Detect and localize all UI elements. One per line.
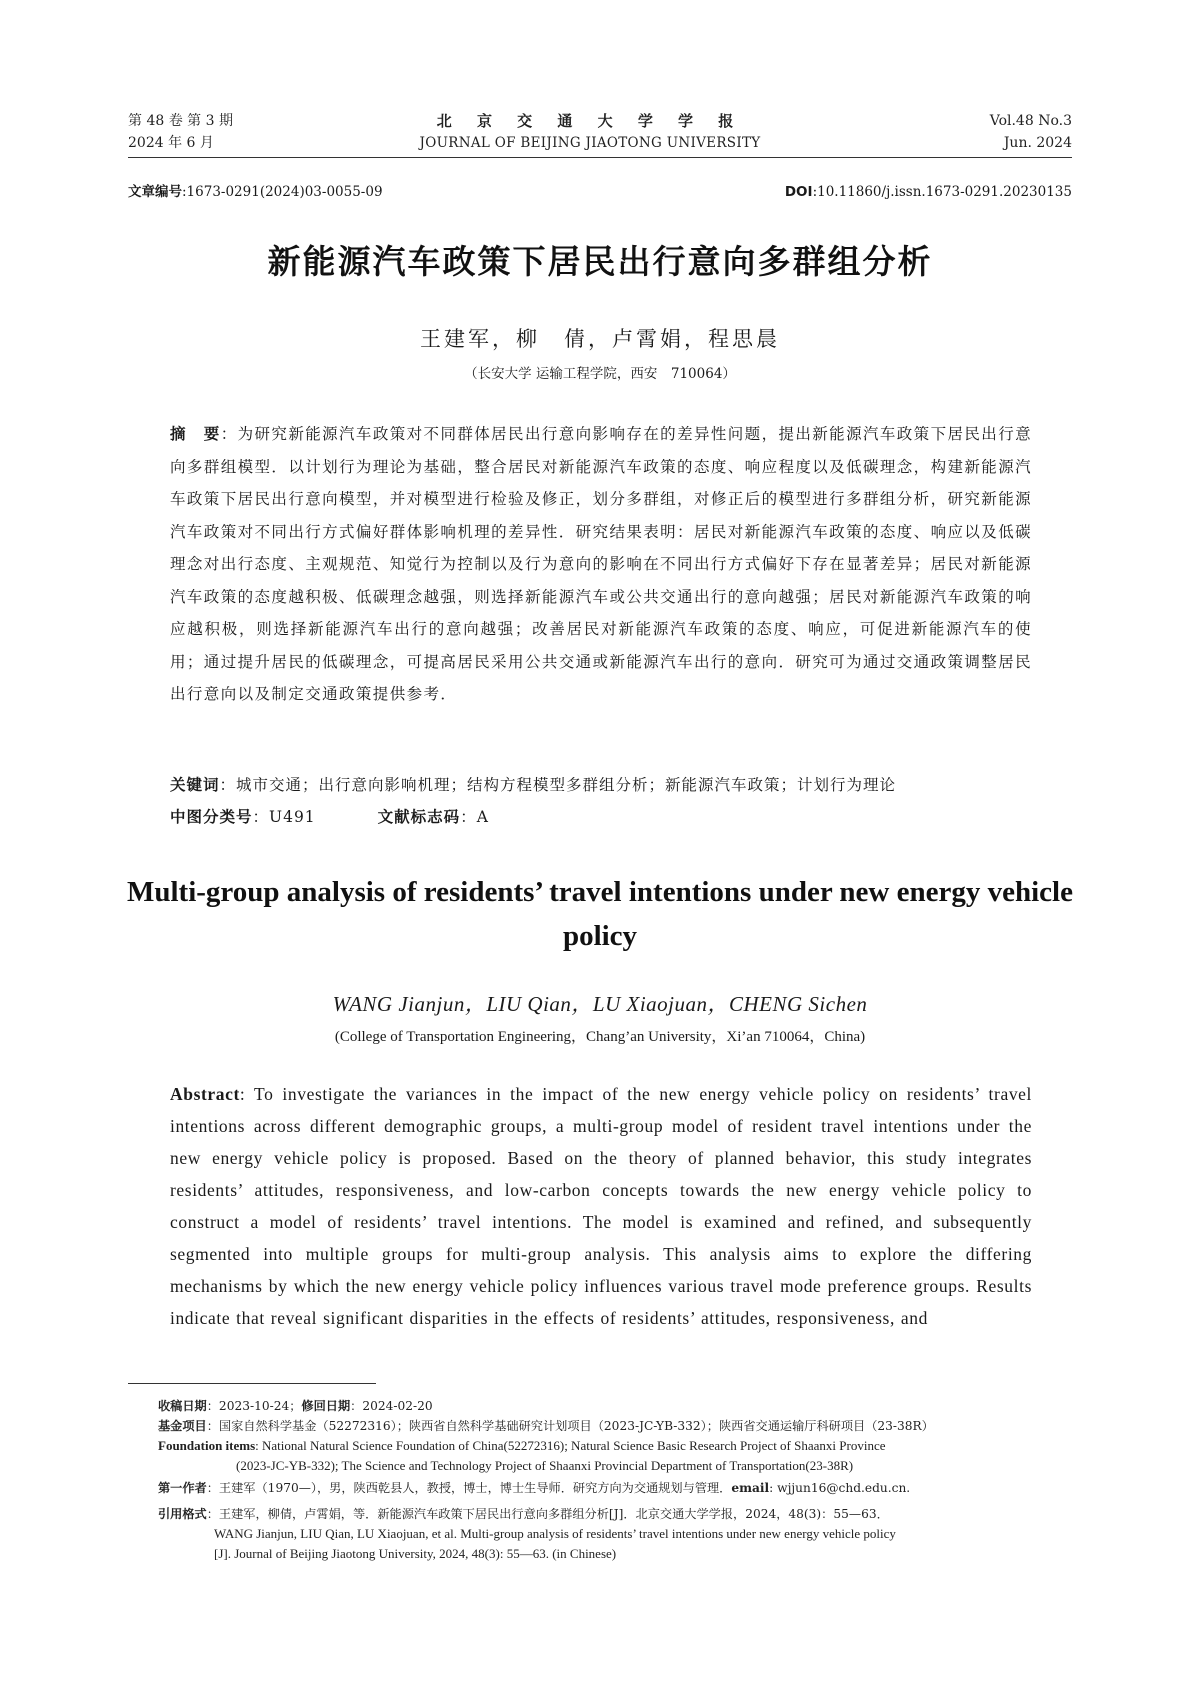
abstract-en [170,1078,1032,1334]
keywords-cn-text: ：城市交通；出行意向影响机理；结构方程模型多群组分析；新能源汽车政策；计划行为理论 [219,776,897,794]
received-date: ：2023-10-24； [206,1399,302,1413]
header-journal [360,110,820,154]
citation-label: 引用格式 [158,1507,207,1521]
affiliation-cn: （长安大学 运输工程学院，西安 710064） [464,366,736,382]
keywords-cn [170,772,1032,798]
footnote-fund-cn [158,1416,1072,1436]
clc-value: ：U491 [252,808,316,826]
keywords-cn-label: 关键词 [170,776,220,794]
abstract-en-text: : To investigate the variances in the impact of the new energy vehicle policy on residents’ travel intentions across different demographic groups, a multi-group model of resident travel intentions under the new energy vehicle policy is proposed. Based on the theory of planned behavior, this study integrates residents’ attitudes, responsiveness, and low-carbon concepts towards the new energy vehicle policy to construct a model of residents’ travel intentions. The model is examined and refined, and subsequently segmented into multiple groups for multi-group analysis. This analysis aims to explore the differing mechanisms by which the new energy vehicle policy influences various travel mode preference groups. Results indicate that reveal significant disparities in the effects of residents’ attitudes, responsiveness, and [170,1084,1032,1328]
doc-code-value: ：A [460,808,489,826]
fund-text: ：国家自然科学基金（52272316）；陕西省自然科学基础研究计划项目（2023-JC-YB-332）；陕西省交通运输厅科研项目（23-38R） [206,1419,934,1433]
email-value: : wjjun16@chd.edu.cn. [769,1481,911,1495]
date-cn: 2024 年 6 月 [128,135,214,151]
article-number-label: 文章编号 [128,184,182,200]
fund-label: 基金项目 [158,1419,207,1433]
doi [785,183,1072,201]
header-volume-cn [128,110,233,154]
email-label: email [731,1481,770,1495]
article-number-value: :1673-0291(2024)03-0055-09 [182,184,383,200]
footnote-dates [158,1396,1072,1416]
journal-name-cn: 北 京 交 通 大 学 学 报 [436,112,744,130]
fund-en-label: Foundation items [158,1438,256,1453]
citation-en-line-2: [J]. Journal of Beijing Jiaotong University, 2024, 48(3): 55—63. (in Chinese) [214,1546,617,1561]
footnote-rule [128,1383,376,1384]
volume-issue-en: Vol.48 No.3 [989,113,1072,129]
classification [170,804,1032,830]
received-label: 收稿日期 [158,1399,207,1413]
abstract-cn [170,418,1032,711]
authors-en: WANG Jianjun，LIU Qian，LU Xiaojuan，CHENG Sichen [332,992,868,1016]
clc-label: 中图分类号 [170,808,253,826]
doi-value: :10.11860/j.issn.1673-0291.20230135 [812,184,1072,200]
abstract-cn-label: 摘 要 [170,425,221,443]
header-rule [128,157,1072,158]
authors-cn: 王建军，柳 倩，卢霄娟，程思晨 [420,327,780,351]
abstract-cn-text: ：为研究新能源汽车政策对不同群体居民出行意向影响存在的差异性问题，提出新能源汽车政策下居民出行意向多群组模型．以计划行为理论为基础，整合居民对新能源汽车政策的态度、响应程度以及低碳理念，构建新能源汽车政策下居民出行意向模型，并对模型进行检验及修正，划分多群组，对修正后的模型进行多群组分析，研究新能源汽车政策对不同出行方式偏好群体影响机理的差异性．研究结果表明：居民对新能源汽车政策的态度、响应以及低碳理念对出行态度、主观规范、知觉行为控制以及行为意向的影响在不同出行方式偏好下存在显著差异；居民对新能源汽车政策的态度越积极、低碳理念越强，则选择新能源汽车或公共交通出行的意向越强；居民对新能源汽车政策的响应越积极，则选择新能源汽车出行的意向越强；改善居民对新能源汽车政策的态度、响应，可促进新能源汽车的使用；通过提升居民的低碳理念，可提高居民采用公共交通或新能源汽车出行的意向．研究可为通过交通政策调整居民出行意向以及制定交通政策提供参考． [170,425,1032,703]
title-cn: 新能源汽车政策下居民出行意向多群组分析 [267,242,933,281]
revised-date: ：2024-02-20 [350,1399,433,1413]
fund-en-line-2: (2023-JC-YB-332); The Science and Technology Project of Shaanxi Provincial Department of Transportation(23-38R) [236,1458,854,1473]
first-author-label: 第一作者 [158,1481,207,1495]
footnote-first-author [158,1478,1072,1498]
volume-issue-cn: 第 48 卷 第 3 期 [128,113,233,129]
revised-label: 修回日期 [301,1399,351,1413]
citation-cn: ：王建军，柳倩，卢霄娟，等．新能源汽车政策下居民出行意向多群组分析[J]．北京交通大学学报，2024，48(3)：55—63． [206,1507,889,1521]
footnote-fund-en [158,1436,1072,1476]
citation-en-line-1: WANG Jianjun, LIU Qian, LU Xiaojuan, et al. Multi-group analysis of residents’ travel intentions under new energy vehicle policy [214,1526,896,1541]
header-volume-en [990,110,1072,154]
doc-code-label: 文献标志码 [377,808,461,826]
footnote-citation [158,1504,1072,1564]
fund-en-line-1: : National Natural Science Foundation of China(52272316); Natural Science Basic Research Project of Shaanxi Province [255,1438,886,1453]
journal-name-en: JOURNAL OF BEIJING JIAOTONG UNIVERSITY [419,135,761,151]
abstract-en-label: Abstract [170,1084,240,1104]
title-en: Multi-group analysis of residents’ travel intentions under new energy vehicle policy [127,876,1073,952]
doi-label: DOI [784,184,813,200]
affiliation-en: (College of Transportation Engineering，Chang’an University，Xi’an 710064，China) [334,1029,866,1045]
first-author-text: ：王建军（1970—），男，陕西乾县人，教授，博士，博士生导师．研究方向为交通规划与管理． [206,1481,732,1495]
date-en: Jun. 2024 [1003,135,1072,151]
article-number [128,183,383,201]
